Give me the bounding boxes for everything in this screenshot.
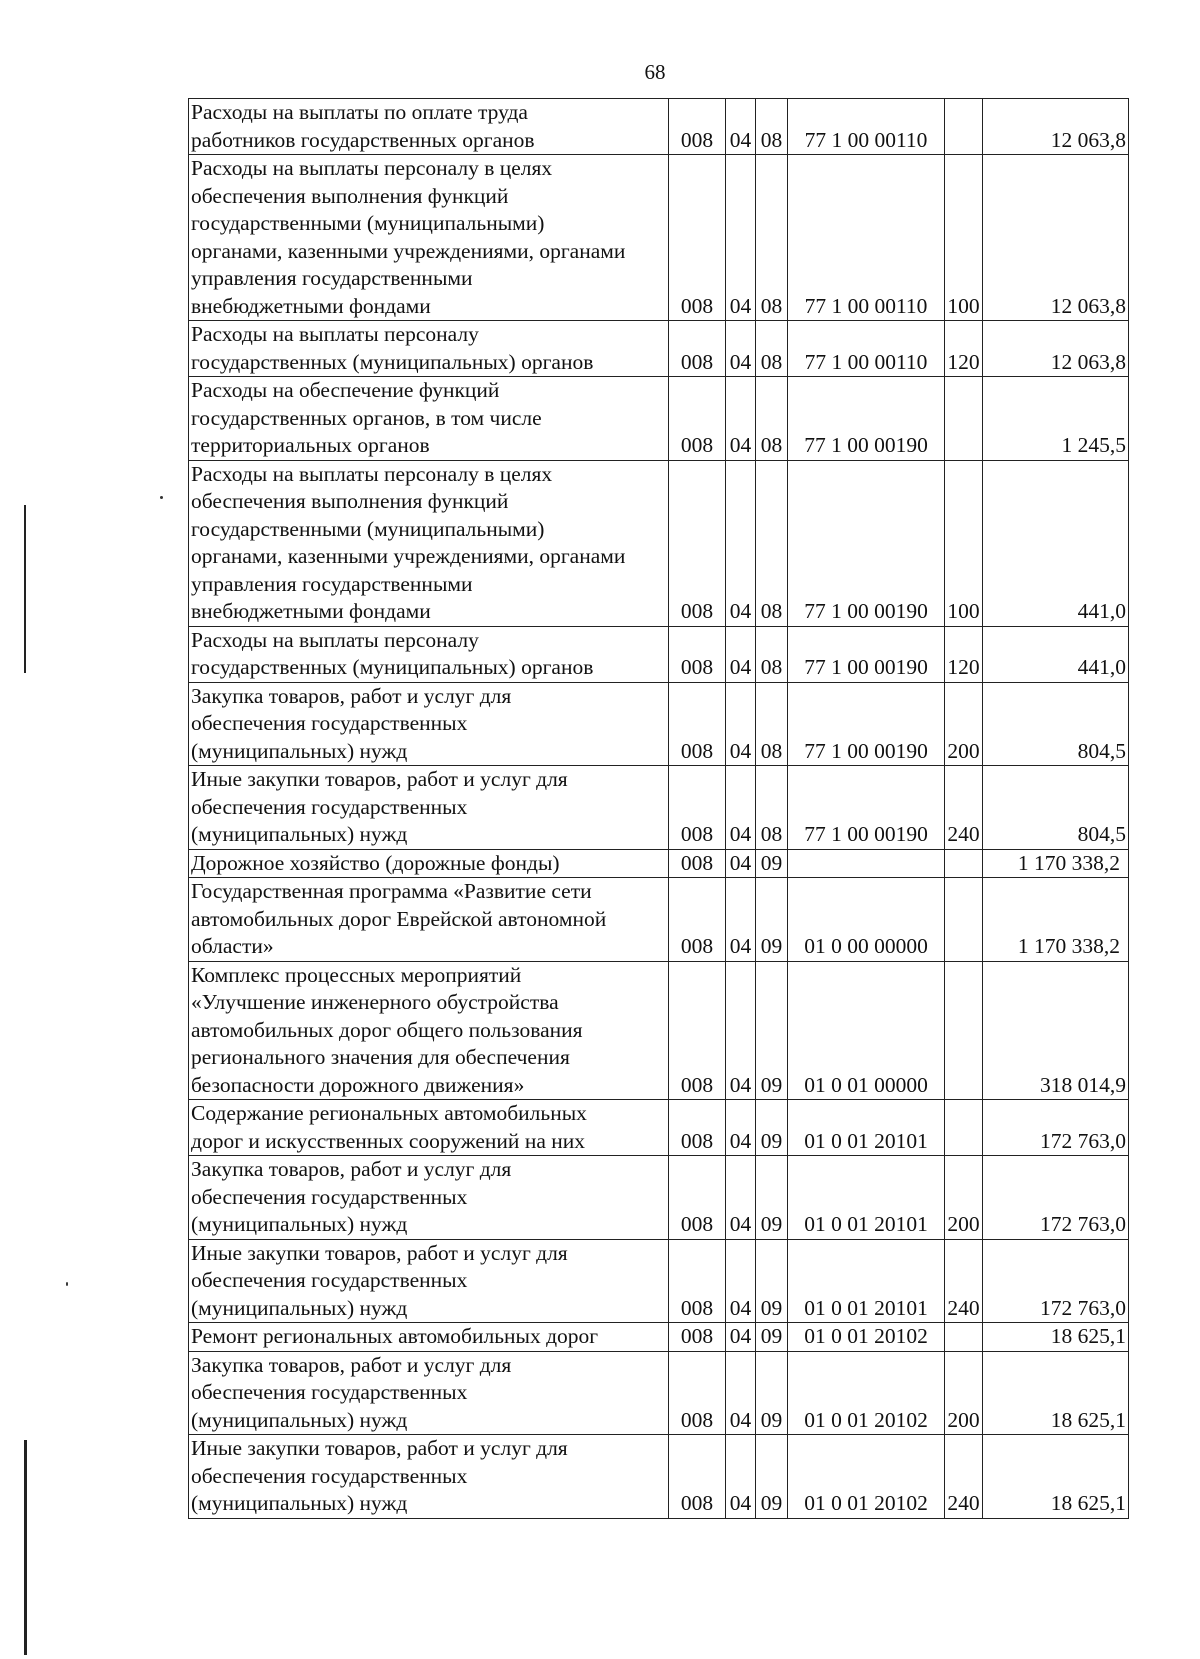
expense-name-line: Ремонт региональных автомобильных дорог bbox=[191, 1324, 599, 1348]
grbs-code: 008 bbox=[669, 1239, 726, 1323]
grbs-code: 008 bbox=[669, 766, 726, 850]
target-article-code: 77 1 00 00190 bbox=[788, 766, 945, 850]
subsection-code: 09 bbox=[756, 1156, 788, 1240]
expense-name bbox=[189, 961, 669, 1100]
expense-name-line: Иные закупки товаров, работ и услуг для bbox=[191, 1436, 568, 1460]
table-row bbox=[189, 155, 1129, 321]
table-row bbox=[189, 961, 1129, 1100]
table-row bbox=[189, 878, 1129, 962]
expense-name bbox=[189, 682, 669, 766]
target-article-code: 77 1 00 00110 bbox=[788, 321, 945, 377]
expense-name bbox=[189, 321, 669, 377]
amount: 12 063,8 bbox=[983, 155, 1129, 321]
expense-name-line: Расходы на выплаты по оплате труда bbox=[191, 100, 528, 124]
expense-type-code bbox=[945, 849, 983, 878]
expense-name-line: государственными (муниципальными) bbox=[191, 516, 545, 541]
scan-speck bbox=[160, 496, 163, 499]
expense-type-code bbox=[945, 878, 983, 962]
expense-type-code: 240 bbox=[945, 1435, 983, 1519]
subsection-code: 08 bbox=[756, 321, 788, 377]
table-row bbox=[189, 766, 1129, 850]
scan-speck bbox=[66, 1282, 68, 1286]
table-row bbox=[189, 1435, 1129, 1519]
amount: 804,5 bbox=[983, 682, 1129, 766]
amount: 804,5 bbox=[983, 766, 1129, 850]
subsection-code: 09 bbox=[756, 849, 788, 878]
expense-name-line: обеспечения государственных bbox=[191, 1268, 468, 1292]
table-row bbox=[189, 321, 1129, 377]
expense-type-code bbox=[945, 961, 983, 1100]
expense-type-code: 240 bbox=[945, 766, 983, 850]
grbs-code: 008 bbox=[669, 460, 726, 626]
target-article-code: 01 0 01 20102 bbox=[788, 1351, 945, 1435]
expense-name-line: Содержание региональных автомобильных bbox=[191, 1101, 587, 1125]
section-code: 04 bbox=[726, 766, 756, 850]
subsection-code: 08 bbox=[756, 99, 788, 155]
grbs-code: 008 bbox=[669, 878, 726, 962]
table-row bbox=[189, 682, 1129, 766]
target-article-code: 01 0 01 20102 bbox=[788, 1323, 945, 1352]
page-number: 68 bbox=[644, 60, 666, 84]
scan-margin-line-upper bbox=[24, 505, 26, 673]
section-code: 04 bbox=[726, 849, 756, 878]
amount: 18 625,1 bbox=[983, 1435, 1129, 1519]
expense-name bbox=[189, 849, 669, 878]
subsection-code: 08 bbox=[756, 682, 788, 766]
expense-type-code: 100 bbox=[945, 155, 983, 321]
expense-name-line: (муниципальных) нужд bbox=[191, 738, 408, 763]
section-code: 04 bbox=[726, 682, 756, 766]
amount: 172 763,0 bbox=[983, 1100, 1129, 1156]
section-code: 04 bbox=[726, 878, 756, 962]
expense-name-line: обеспечения государственных bbox=[191, 1184, 468, 1209]
grbs-code: 008 bbox=[669, 626, 726, 682]
table-row bbox=[189, 1323, 1129, 1352]
expense-name bbox=[189, 155, 669, 321]
section-code: 04 bbox=[726, 961, 756, 1100]
expense-name-line: обеспечения государственных bbox=[191, 1463, 468, 1488]
grbs-code: 008 bbox=[669, 99, 726, 155]
section-code: 04 bbox=[726, 1239, 756, 1323]
target-article-code: 01 0 00 00000 bbox=[788, 878, 945, 962]
expense-type-code: 240 bbox=[945, 1239, 983, 1323]
section-code: 04 bbox=[726, 377, 756, 461]
expense-name-line: обеспечения государственных bbox=[191, 794, 468, 819]
expense-name bbox=[189, 1323, 669, 1352]
expense-name-line: управления государственными bbox=[191, 266, 473, 290]
target-article-code: 77 1 00 00190 bbox=[788, 377, 945, 461]
target-article-code: 77 1 00 00190 bbox=[788, 682, 945, 766]
table-row bbox=[189, 1239, 1129, 1323]
grbs-code: 008 bbox=[669, 1100, 726, 1156]
expense-name bbox=[189, 766, 669, 850]
expense-name-line: органами, казенными учреждениями, органами bbox=[191, 238, 626, 263]
expense-name-line: Дорожное хозяйство (дорожные фонды) bbox=[191, 850, 560, 875]
grbs-code: 008 bbox=[669, 1351, 726, 1435]
budget-table bbox=[188, 98, 1129, 1519]
subsection-code: 09 bbox=[756, 1435, 788, 1519]
expense-name-line: государственными (муниципальными) bbox=[191, 211, 545, 235]
amount: 12 063,8 bbox=[983, 99, 1129, 155]
amount: 18 625,1 bbox=[983, 1323, 1129, 1352]
section-code: 04 bbox=[726, 626, 756, 682]
target-article-code: 01 0 01 20101 bbox=[788, 1239, 945, 1323]
amount: 1 245,5 bbox=[983, 377, 1129, 461]
expense-name-line: Закупка товаров, работ и услуг для bbox=[191, 1157, 512, 1181]
expense-type-code: 100 bbox=[945, 460, 983, 626]
section-code: 04 bbox=[726, 321, 756, 377]
expense-name-line: Расходы на выплаты персоналу bbox=[191, 627, 479, 652]
expense-name bbox=[189, 377, 669, 461]
amount: 441,0 bbox=[983, 460, 1129, 626]
expense-name-line: (муниципальных) нужд bbox=[191, 1295, 408, 1320]
expense-name-line: территориальных органов bbox=[191, 433, 430, 457]
target-article-code: 77 1 00 00110 bbox=[788, 155, 945, 321]
table-row bbox=[189, 849, 1129, 878]
expense-name-line: внебюджетными фондами bbox=[191, 599, 431, 623]
subsection-code: 08 bbox=[756, 377, 788, 461]
expense-name bbox=[189, 626, 669, 682]
amount: 172 763,0 bbox=[983, 1156, 1129, 1240]
expense-type-code bbox=[945, 377, 983, 461]
expense-name-line: обеспечения выполнения функций bbox=[191, 489, 509, 513]
expense-name-line: Государственная программа «Развитие сети bbox=[191, 879, 592, 903]
expense-name-line: обеспечения государственных bbox=[191, 711, 468, 735]
expense-name-line: органами, казенными учреждениями, органами bbox=[191, 544, 626, 568]
expense-name bbox=[189, 878, 669, 962]
subsection-code: 08 bbox=[756, 460, 788, 626]
table-row bbox=[189, 1351, 1129, 1435]
expense-name-line: государственных органов, в том числе bbox=[191, 405, 542, 430]
expense-name-line: (муниципальных) нужд bbox=[191, 1491, 408, 1515]
expense-name bbox=[189, 1156, 669, 1240]
grbs-code: 008 bbox=[669, 961, 726, 1100]
subsection-code: 09 bbox=[756, 1239, 788, 1323]
target-article-code: 01 0 01 20101 bbox=[788, 1156, 945, 1240]
expense-name bbox=[189, 460, 669, 626]
expense-name-line: области» bbox=[191, 934, 274, 958]
amount: 18 625,1 bbox=[983, 1351, 1129, 1435]
expense-name-line: управления государственными bbox=[191, 571, 473, 596]
subsection-code: 09 bbox=[756, 1100, 788, 1156]
expense-type-code bbox=[945, 1323, 983, 1352]
expense-name-line: обеспечения выполнения функций bbox=[191, 183, 509, 208]
expense-name-line: дорог и искусственных сооружений на них bbox=[191, 1128, 586, 1153]
subsection-code: 08 bbox=[756, 626, 788, 682]
expense-type-code: 200 bbox=[945, 1156, 983, 1240]
subsection-code: 08 bbox=[756, 155, 788, 321]
section-code: 04 bbox=[726, 460, 756, 626]
subsection-code: 09 bbox=[756, 961, 788, 1100]
grbs-code: 008 bbox=[669, 155, 726, 321]
expense-name-line: Расходы на выплаты персоналу в целях bbox=[191, 461, 553, 486]
budget-table-body bbox=[189, 99, 1129, 1519]
expense-type-code: 120 bbox=[945, 321, 983, 377]
section-code: 04 bbox=[726, 99, 756, 155]
subsection-code: 09 bbox=[756, 1351, 788, 1435]
section-code: 04 bbox=[726, 1100, 756, 1156]
expense-type-code bbox=[945, 1100, 983, 1156]
target-article-code: 01 0 01 20101 bbox=[788, 1100, 945, 1156]
expense-name bbox=[189, 1435, 669, 1519]
grbs-code: 008 bbox=[669, 1156, 726, 1240]
section-code: 04 bbox=[726, 155, 756, 321]
expense-name-line: регионального значения для обеспечения bbox=[191, 1045, 570, 1069]
grbs-code: 008 bbox=[669, 849, 726, 878]
expense-name-line: (муниципальных) нужд bbox=[191, 822, 408, 846]
expense-name-line: Расходы на выплаты персоналу в целях bbox=[191, 156, 553, 180]
expense-type-code: 120 bbox=[945, 626, 983, 682]
section-code: 04 bbox=[726, 1351, 756, 1435]
amount: 318 014,9 bbox=[983, 961, 1129, 1100]
expense-name-line: Закупка товаров, работ и услуг для bbox=[191, 683, 512, 708]
section-code: 04 bbox=[726, 1435, 756, 1519]
expense-name-line: Закупка товаров, работ и услуг для bbox=[191, 1352, 512, 1377]
expense-name-line: работников государственных органов bbox=[191, 127, 535, 152]
subsection-code: 09 bbox=[756, 878, 788, 962]
scan-margin-line-lower bbox=[24, 1440, 27, 1655]
subsection-code: 08 bbox=[756, 766, 788, 850]
target-article-code: 01 0 01 00000 bbox=[788, 961, 945, 1100]
section-code: 04 bbox=[726, 1156, 756, 1240]
table-row bbox=[189, 99, 1129, 155]
expense-name bbox=[189, 1239, 669, 1323]
expense-type-code: 200 bbox=[945, 682, 983, 766]
subsection-code: 09 bbox=[756, 1323, 788, 1352]
table-row bbox=[189, 626, 1129, 682]
section-code: 04 bbox=[726, 1323, 756, 1352]
expense-name-line: Расходы на обеспечение функций bbox=[191, 378, 500, 402]
expense-name bbox=[189, 1100, 669, 1156]
grbs-code: 008 bbox=[669, 682, 726, 766]
expense-type-code: 200 bbox=[945, 1351, 983, 1435]
amount: 1 170 338,2 bbox=[983, 849, 1129, 878]
expense-name-line: Иные закупки товаров, работ и услуг для bbox=[191, 767, 568, 791]
grbs-code: 008 bbox=[669, 321, 726, 377]
expense-name-line: государственных (муниципальных) органов bbox=[191, 655, 594, 679]
table-row bbox=[189, 1156, 1129, 1240]
expense-name-line: автомобильных дорог Еврейской автономной bbox=[191, 906, 607, 931]
expense-name-line: государственных (муниципальных) органов bbox=[191, 349, 594, 374]
expense-name bbox=[189, 1351, 669, 1435]
table-row bbox=[189, 377, 1129, 461]
expense-name-line: «Улучшение инженерного обустройства bbox=[191, 990, 559, 1014]
target-article-code: 77 1 00 00190 bbox=[788, 460, 945, 626]
expense-name-line: Комплекс процессных мероприятий bbox=[191, 962, 522, 987]
target-article-code: 77 1 00 00110 bbox=[788, 99, 945, 155]
target-article-code bbox=[788, 849, 945, 878]
expense-type-code bbox=[945, 99, 983, 155]
amount: 1 170 338,2 bbox=[983, 878, 1129, 962]
table-row bbox=[189, 1100, 1129, 1156]
expense-name-line: обеспечения государственных bbox=[191, 1380, 468, 1404]
expense-name-line: автомобильных дорог общего пользования bbox=[191, 1017, 583, 1042]
grbs-code: 008 bbox=[669, 1323, 726, 1352]
expense-name-line: (муниципальных) нужд bbox=[191, 1407, 408, 1432]
expense-name-line: Расходы на выплаты персоналу bbox=[191, 322, 479, 346]
expense-name-line: Иные закупки товаров, работ и услуг для bbox=[191, 1240, 568, 1265]
amount: 441,0 bbox=[983, 626, 1129, 682]
expense-name-line: (муниципальных) нужд bbox=[191, 1212, 408, 1236]
expense-name-line: внебюджетными фондами bbox=[191, 293, 431, 318]
amount: 12 063,8 bbox=[983, 321, 1129, 377]
expense-name bbox=[189, 99, 669, 155]
grbs-code: 008 bbox=[669, 377, 726, 461]
expense-name-line: безопасности дорожного движения» bbox=[191, 1072, 525, 1097]
target-article-code: 77 1 00 00190 bbox=[788, 626, 945, 682]
grbs-code: 008 bbox=[669, 1435, 726, 1519]
amount: 172 763,0 bbox=[983, 1239, 1129, 1323]
table-row bbox=[189, 460, 1129, 626]
target-article-code: 01 0 01 20102 bbox=[788, 1435, 945, 1519]
